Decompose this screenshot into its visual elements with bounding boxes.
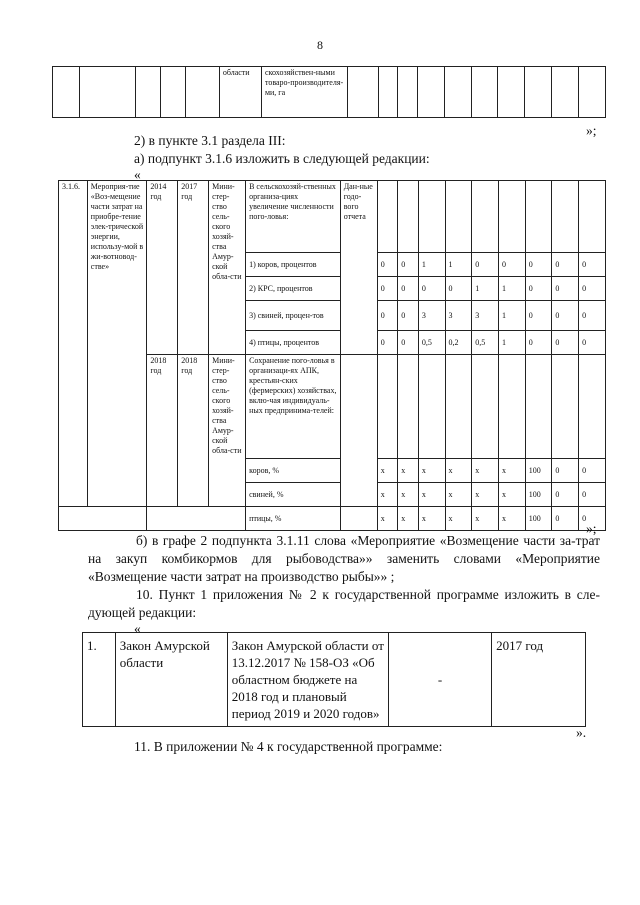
opening-quote: « bbox=[134, 167, 141, 182]
value-cell: x bbox=[377, 483, 398, 507]
value-cell: 0 bbox=[377, 253, 398, 277]
table-cell: области bbox=[219, 67, 261, 118]
item-b-text: б) в графе 2 подпункта 3.1.11 слова «Мероприятие «Возмещение части за-трат на закуп комбикормов для рыбоводства»» заменить словами «Мероприятие «Возмещение части затрат на производство рыбы»» ; bbox=[88, 533, 600, 584]
value-cell: 0 bbox=[377, 277, 398, 301]
value-cell: x bbox=[418, 507, 445, 531]
value-cell: x bbox=[398, 459, 419, 483]
law-number: 1. bbox=[83, 633, 116, 727]
value-cell: 0 bbox=[579, 483, 606, 507]
value-cell: x bbox=[498, 483, 525, 507]
value-cell: 0 bbox=[418, 277, 445, 301]
row-number: 3.1.6. bbox=[59, 181, 88, 507]
responsible-ministry: Мини-стер-ство сель-ского хозяй-ства Амур-ской обла-сти bbox=[209, 181, 246, 355]
value-cell: 0 bbox=[498, 253, 525, 277]
responsible-ministry: Мини-стер-ство сель-ского хозяй-ства Амур-ской обла-сти bbox=[209, 355, 246, 507]
value-cell: 0 bbox=[579, 459, 606, 483]
item-2a-text: а) подпункт 3.1.6 изложить в следующей редакции: bbox=[134, 151, 430, 166]
value-cell: x bbox=[445, 507, 472, 531]
value-cell: 0 bbox=[525, 253, 552, 277]
value-cell: 100 bbox=[525, 483, 552, 507]
value-cell: 0 bbox=[579, 507, 606, 531]
value-cell: 0,2 bbox=[445, 331, 472, 355]
value-cell: x bbox=[472, 459, 499, 483]
table-row bbox=[83, 633, 586, 727]
value-cell: 0 bbox=[398, 331, 419, 355]
value-cell: 0 bbox=[552, 507, 579, 531]
value-cell: 1 bbox=[498, 301, 525, 331]
value-cell: 1 bbox=[472, 277, 499, 301]
value-cell: 0 bbox=[525, 277, 552, 301]
table-row bbox=[59, 181, 606, 253]
indicator-name: В сельскохозяй-ственных организа-циях увеличение численности пого-ловья: bbox=[246, 181, 341, 253]
indicator-row-label: 1) коров, процентов bbox=[246, 253, 341, 277]
value-cell: x bbox=[377, 459, 398, 483]
value-cell: 0,5 bbox=[472, 331, 499, 355]
table-row bbox=[53, 67, 606, 118]
value-cell: 0 bbox=[398, 253, 419, 277]
value-cell: 0 bbox=[552, 253, 579, 277]
value-cell: 0 bbox=[552, 483, 579, 507]
value-cell: 1 bbox=[445, 253, 472, 277]
indicator-row-label: 2) КРС, процентов bbox=[246, 277, 341, 301]
indicator-row-label: 4) птицы, процентов bbox=[246, 331, 341, 355]
value-cell: x bbox=[498, 507, 525, 531]
law-name: Закон Амурской области bbox=[115, 633, 227, 727]
value-cell: 0 bbox=[472, 253, 499, 277]
item-2-text: 2) в пункте 3.1 раздела III: bbox=[134, 133, 286, 148]
item-11-text: 11. В приложении № 4 к государственной программе: bbox=[134, 739, 443, 754]
table-cell: скохозяйствен-ными товаро-производителя-ми, га bbox=[261, 67, 347, 118]
value-cell: 0 bbox=[377, 331, 398, 355]
value-cell: 0 bbox=[398, 277, 419, 301]
top-table-fragment bbox=[52, 66, 606, 118]
table-row bbox=[59, 507, 606, 531]
indicator-row-label: 3) свиней, процен-тов bbox=[246, 301, 341, 331]
value-cell: x bbox=[398, 507, 419, 531]
value-cell: x bbox=[498, 459, 525, 483]
value-cell: 0 bbox=[579, 277, 606, 301]
end-year: 2018 год bbox=[178, 355, 209, 507]
law-dash: - bbox=[388, 633, 491, 727]
value-cell: 0 bbox=[579, 331, 606, 355]
value-cell: 1 bbox=[498, 331, 525, 355]
value-cell: 0,5 bbox=[418, 331, 445, 355]
value-cell: 0 bbox=[525, 331, 552, 355]
indicator-row-label: коров, % bbox=[246, 459, 341, 483]
value-cell: 0 bbox=[552, 331, 579, 355]
start-year: 2018 год bbox=[147, 355, 178, 507]
value-cell: 3 bbox=[445, 301, 472, 331]
value-cell: x bbox=[472, 483, 499, 507]
value-cell: x bbox=[377, 507, 398, 531]
value-cell: 3 bbox=[472, 301, 499, 331]
data-source: Дан-ные годо-вого отчета bbox=[340, 181, 377, 355]
value-cell: 0 bbox=[552, 459, 579, 483]
value-cell: 0 bbox=[398, 301, 419, 331]
value-cell: 0 bbox=[445, 277, 472, 301]
value-cell: 3 bbox=[418, 301, 445, 331]
closing-quote: ». bbox=[576, 725, 587, 740]
value-cell: x bbox=[472, 507, 499, 531]
value-cell: 0 bbox=[525, 301, 552, 331]
law-description: Закон Амурской области от 13.12.2017 № 158-ОЗ «Об областном бюджете на 2018 год и плановый период 2019 и 2020 годов» bbox=[227, 633, 388, 727]
law-year: 2017 год bbox=[492, 633, 586, 727]
value-cell: x bbox=[445, 459, 472, 483]
value-cell: 0 bbox=[377, 301, 398, 331]
closing-quote: »; bbox=[586, 123, 597, 138]
value-cell: x bbox=[418, 483, 445, 507]
end-year: 2017 год bbox=[178, 181, 209, 355]
value-cell: 0 bbox=[552, 277, 579, 301]
value-cell: x bbox=[445, 483, 472, 507]
item-10-text: 10. Пункт 1 приложения № 2 к государственной программе изложить в сле-дующей редакции: bbox=[88, 587, 600, 620]
value-cell: 0 bbox=[579, 253, 606, 277]
subprogram-table bbox=[58, 180, 606, 531]
value-cell: 0 bbox=[579, 301, 606, 331]
value-cell: 1 bbox=[418, 253, 445, 277]
law-table bbox=[82, 632, 586, 727]
closing-quote: »; bbox=[586, 521, 597, 536]
value-cell: x bbox=[398, 483, 419, 507]
value-cell: 1 bbox=[498, 277, 525, 301]
indicator-row-label: птицы, % bbox=[246, 507, 341, 531]
indicator-row-label: свиней, % bbox=[246, 483, 341, 507]
opening-quote: « bbox=[134, 621, 141, 636]
indicator-name: Сохранение пого-ловья в организаци-ях АПК, крестьян-ских (фермерских) хозяйствах, вклю-чая индивидуаль-ных предпринима-телей: bbox=[246, 355, 341, 459]
value-cell: 100 bbox=[525, 507, 552, 531]
page-number: 8 bbox=[317, 38, 323, 52]
value-cell: x bbox=[418, 459, 445, 483]
event-name: Мероприя-тие «Воз-мещение части затрат на приобре-тение элек-трической энергии, использу-мой в жи-вотновод-стве» bbox=[87, 181, 147, 507]
value-cell: 100 bbox=[525, 459, 552, 483]
start-year: 2014 год bbox=[147, 181, 178, 355]
value-cell: 0 bbox=[552, 301, 579, 331]
